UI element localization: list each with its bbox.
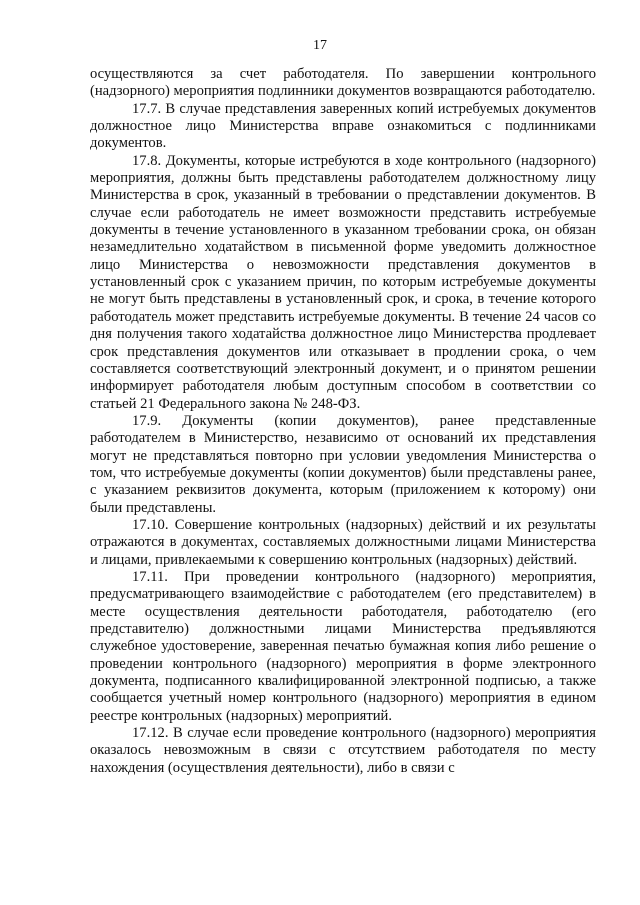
paragraph-17-9: 17.9. Документы (копии документов), ранее представленные работодателем в Министерство, независимо от оснований их представления могут не представляться повторно при условии уведомления Министерства о том, что истребуемые документы (копии документов) были представлены ранее, с указанием реквизитов документа, которым (приложением к которому) они были представлены. xyxy=(90,412,596,516)
paragraph-continuation: осуществляются за счет работодателя. По завершении контрольного (надзорного) мероприятия подлинники документов возвращаются работодателю. xyxy=(90,66,596,100)
paragraph-17-11: 17.11. При проведении контрольного (надзорного) мероприятия, предусматривающего взаимодействие с работодателем (его представителем) в месте осуществления деятельности работодателя, работодателю (его представителю) должностными лицами Министерства предъявляются служебное удостоверение, заверенная печатью бумажная копия либо решение о проведении контрольного (надзорного) мероприятия в форме электронного документа, подписанного квалифицированной электронной подписью, а также сообщается учетный номер контрольного (надзорного) мероприятия в едином реестре контрольных (надзорных) мероприятий. xyxy=(90,568,596,724)
paragraph-17-12: 17.12. В случае если проведение контрольного (надзорного) мероприятия оказалось невозможным в связи с отсутствием работодателя по месту нахождения (осуществления деятельности), либо в связи с xyxy=(90,725,596,776)
paragraph-17-7: 17.7. В случае представления заверенных копий истребуемых документов должностное лицо Министерства вправе ознакомиться с подлинниками документов. xyxy=(90,100,596,152)
document-body xyxy=(90,66,596,777)
paragraph-17-8: 17.8. Документы, которые истребуются в ходе контрольного (надзорного) мероприятия, должны быть представлены работодателем должностному лицу Министерства в срок, указанный в требовании о представлении документов. В случае если работодатель не имеет возможности представить истребуемые документы в течение установленного в указанном требовании срока, он обязан незамедлительно ходатайством в письменной форме уведомить должностное лицо Министерства о невозможности представления документов в установленный срок с указанием причин, по которым истребуемые документы не могут быть представлены в установленный срок, и срока, в течение которого работодатель может представить истребуемые документы. В течение 24 часов со дня получения такого ходатайства должностное лицо Министерства продлевает срок представления документов или отказывает в продлении срока, о чем составляется соответствующий электронный документ, и о принятом решении информирует работодателя любым доступным способом в соответствии со статьей 21 Федерального закона № 248-ФЗ. xyxy=(90,152,596,412)
paragraph-17-10: 17.10. Совершение контрольных (надзорных) действий и их результаты отражаются в документах, составляемых должностными лицами Министерства и лицами, привлекаемыми к совершению контрольных (надзорных) действий. xyxy=(90,516,596,568)
page-number: 17 xyxy=(313,38,327,53)
